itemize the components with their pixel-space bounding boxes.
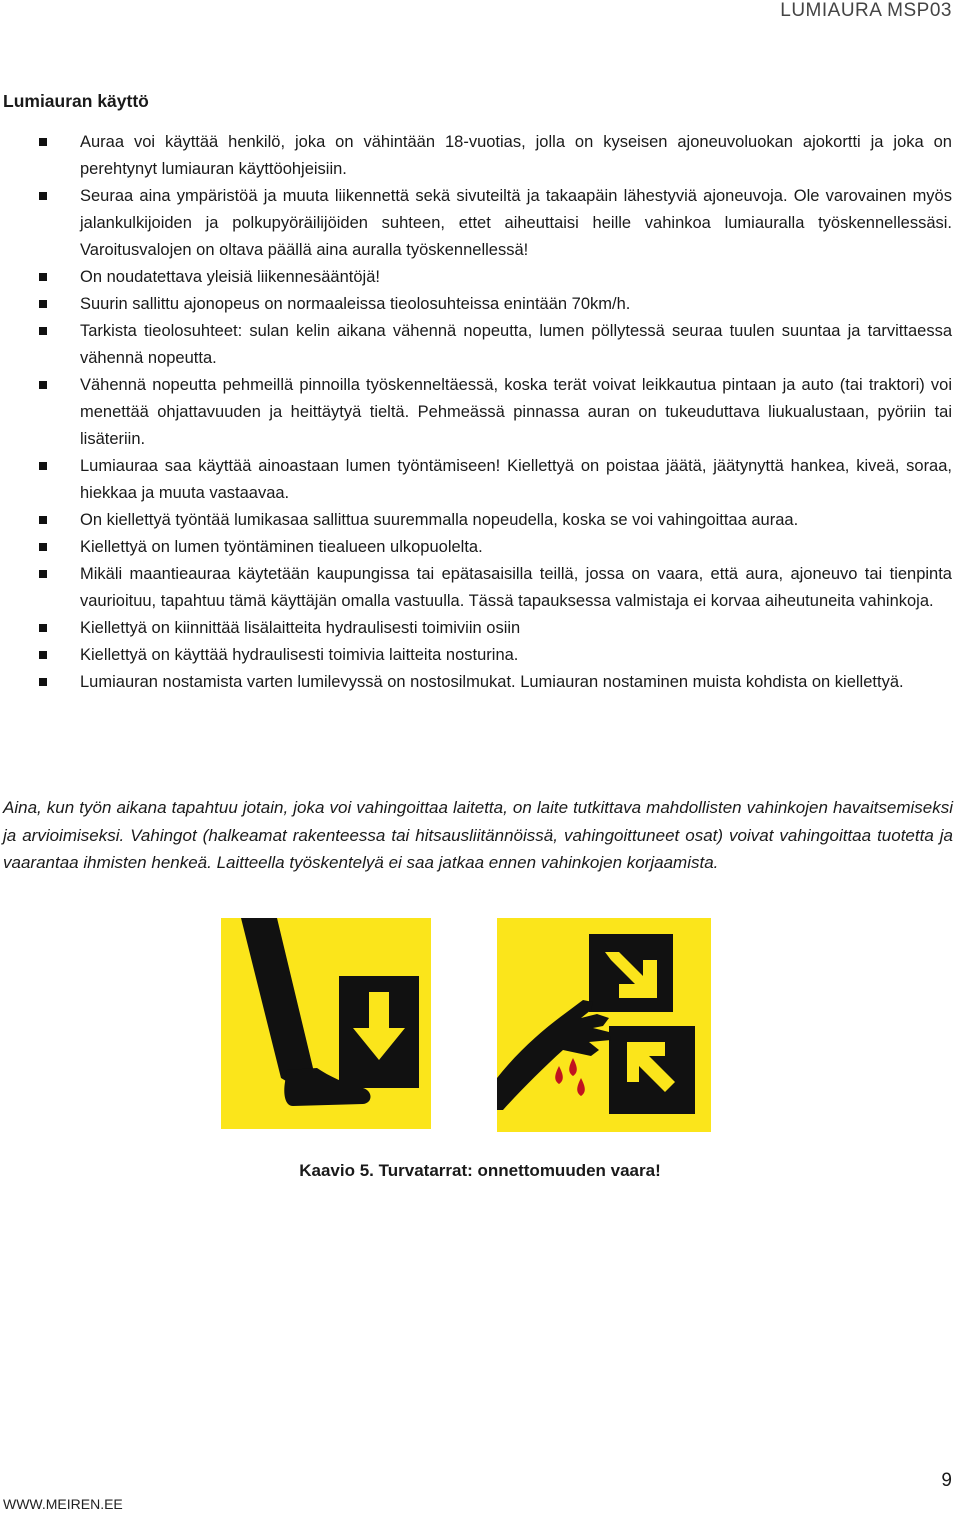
warning-paragraph: Aina, kun työn aikana tapahtuu jotain, joka voi vahingoittaa laitetta, on laite tutkittava mahdollisten vahinkojen havaitsemiseksi ja arvioimiseksi. Vahingot (halkeamat rakenteessa tai hitsausliitännöissä, vahingoittuneet osat) voivat vahingoittaa tuotetta ja vaarantaa ihmisten henkeä. Laitteella työskentelyä ei saa jatkaa ennen vahinkojen korjaamista. [3,798,953,872]
list-item-text: Mikäli maantieauraa käytetään kaupungissa tai epätasaisilla teillä, jossa on vaara, että aura, ajoneuvo tai tienpinta vaurioituu, tapahtuu tämä käyttäjän omalla vastuulla. Tässä tapauksessa valmistaja ei korvaa aiheutuneita vahinkoja. [80,565,952,610]
list-item-text: On kiellettyä työntää lumikasaa sallittua suuremmalla nopeudella, koska se voi vahingoittaa auraa. [80,511,799,529]
list-item-text: Seuraa aina ympäristöä ja muuta liikennettä sekä sivuteiltä ja takaapäin lähestyviä ajoneuvoja. Ole varovainen myös jalankulkijoiden ja polkupyöräilijöiden suhteen, ettet aiheuttaisi heille vahinkoa lumiauralla työskennellessäsi. Varoitusvalojen on oltava päällä aina auralla työskennellessä! [80,187,952,259]
list-item [36,372,952,453]
bullet-icon [39,462,47,470]
bullet-icon [39,651,47,659]
bullet-icon [39,273,47,281]
list-item-text: On noudatettava yleisiä liikennesääntöjä! [80,268,380,286]
bullet-icon [39,138,47,146]
list-item [36,561,952,615]
footer-url: WWW.MEIREN.EE [3,1496,123,1512]
rules-list [36,129,952,696]
list-item [36,669,952,696]
bullet-icon [39,192,47,200]
list-item [36,183,952,264]
list-item-text: Suurin sallittu ajonopeus on normaaleissa tieolosuhteissa enintään 70km/h. [80,295,631,313]
list-item [36,534,952,561]
document-code: LUMIAURA MSP03 [780,0,952,21]
list-item [36,291,952,318]
list-item-text: Vähennä nopeutta pehmeillä pinnoilla työskenneltäessä, koska terät voivat leikkautua pintaan ja auto (tai traktori) voi menettää ohjattavuuden ja heittäytyä tieltä. Pehmeässä pinnassa auran on tukeuduttava liukualustaan, pyöriin tai lisäteriin. [80,376,952,448]
list-item-text: Lumiauran nostamista varten lumilevyssä on nostosilmukat. Lumiauran nostaminen muista kohdista on kiellettyä. [80,673,904,691]
page-number: 9 [941,1470,952,1491]
list-item [36,129,952,183]
list-item [36,615,952,642]
foot-crush-icon [221,918,431,1129]
list-item-text: Lumiauraa saa käyttää ainoastaan lumen työntämiseen! Kiellettyä on poistaa jäätä, jäätynyttä hankea, kiveä, soraa, hiekkaa ja muuta vastaavaa. [80,457,952,502]
bullet-icon [39,327,47,335]
list-item [36,264,952,291]
hand-crush-icon [497,918,711,1132]
list-item-text: Kiellettyä on lumen työntäminen tiealueen ulkopuolelta. [80,538,483,556]
bullet-icon [39,624,47,632]
bullet-icon [39,300,47,308]
list-item [36,318,952,372]
list-item-text: Kiellettyä on kiinnittää lisälaitteita hydraulisesti toimiviin osiin [80,619,521,637]
bullet-icon [39,516,47,524]
list-item [36,642,952,669]
section-title: Lumiauran käyttö [3,91,149,111]
list-item-text: Kiellettyä on käyttää hydraulisesti toimivia laitteita nosturina. [80,646,519,664]
figure-caption: Kaavio 5. Turvatarrat: onnettomuuden vaara! [299,1161,661,1180]
list-item-text: Tarkista tieolosuhteet: sulan kelin aikana vähennä nopeutta, lumen pöllytessä seuraa tuulen suuntaa ja tarvittaessa vähennä nopeutta. [80,322,952,367]
bullet-icon [39,678,47,686]
list-item [36,507,952,534]
bullet-icon [39,381,47,389]
bullet-icon [39,543,47,551]
list-item-text: Auraa voi käyttää henkilö, joka on vähintään 18-vuotias, jolla on kyseisen ajoneuvoluokan ajokortti ja joka on perehtynyt lumiauran käyttöohjeisiin. [80,133,952,178]
bullet-icon [39,570,47,578]
list-item [36,453,952,507]
